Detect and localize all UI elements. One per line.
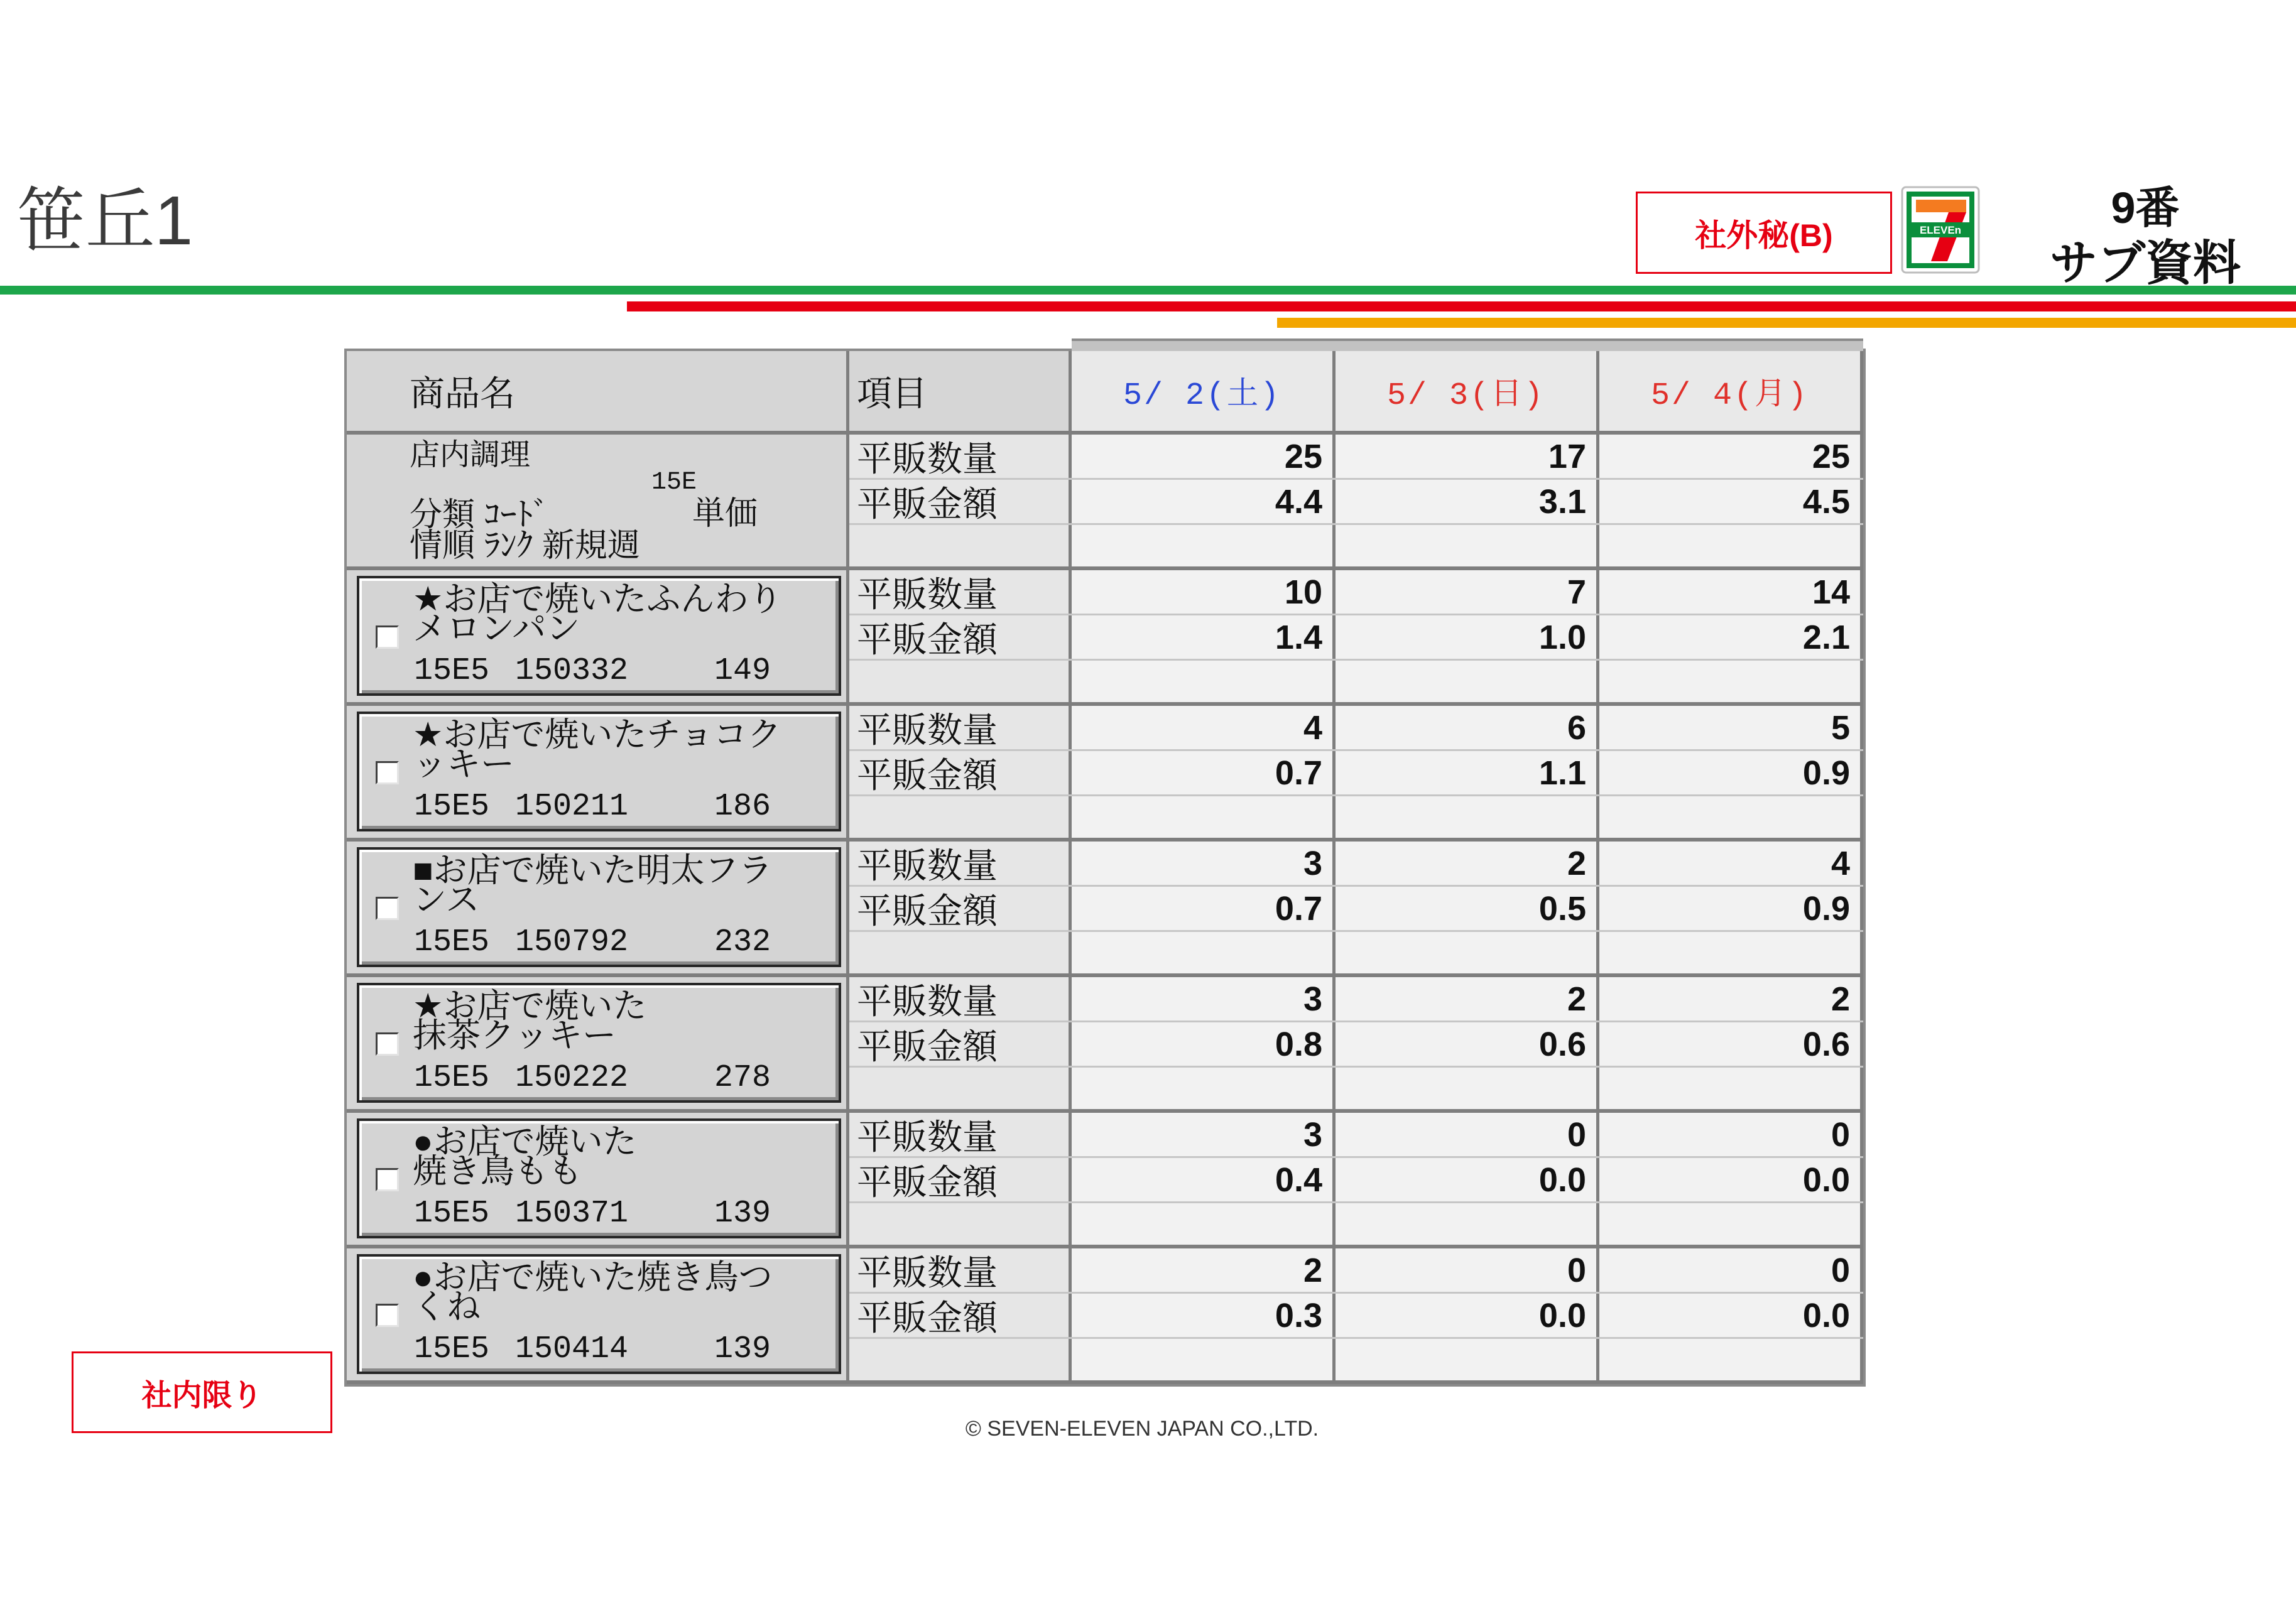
value-cell: 1.1 (1336, 751, 1599, 794)
metric-label: 平販数量 (849, 706, 1072, 749)
internal-only-label: 社内限り (72, 1351, 332, 1433)
product-group-code: 15E5 (414, 653, 490, 689)
summary-category: 店内調理 (410, 438, 531, 472)
product-group-code: 15E5 (414, 1331, 490, 1367)
metric-label: 平販数量 (849, 1248, 1072, 1292)
value-cell: 2 (1336, 977, 1599, 1020)
product-cell (347, 977, 849, 1113)
metric-row (849, 525, 1863, 570)
product-block (347, 570, 1863, 706)
metric-row (849, 570, 1863, 615)
value-cell: 2.1 (1599, 615, 1863, 659)
metric-label-empty (849, 661, 1072, 702)
product-group-code: 15E5 (414, 1060, 490, 1096)
column-header-date-2: 5/ 3(日) (1336, 351, 1599, 435)
metric-label-empty (849, 1203, 1072, 1245)
product-block (347, 706, 1863, 842)
empty-cell (1072, 796, 1336, 838)
product-name-line: ★お店で焼いたチョコク (413, 716, 781, 754)
empty-cell (1336, 932, 1599, 973)
product-name-line: ●お店で焼いた (413, 1123, 637, 1161)
value-cell: 2 (1072, 1248, 1336, 1292)
empty-cell (1336, 525, 1599, 566)
metric-row (849, 1248, 1863, 1294)
document-type: サブ資料 (2050, 237, 2241, 290)
product-unit-price: 278 (714, 1060, 771, 1096)
product-name-line: ●お店で焼いた焼き鳥つ (413, 1259, 773, 1296)
product-checkbox[interactable] (376, 1168, 399, 1191)
product-button[interactable] (357, 712, 841, 831)
value-cell: 1.4 (1072, 615, 1336, 659)
value-cell: 10 (1072, 570, 1336, 614)
value-cell: 0.7 (1072, 751, 1336, 794)
metric-row (849, 751, 1863, 796)
empty-cell (1336, 661, 1599, 702)
value-cell: 1.0 (1336, 615, 1599, 659)
value-cell: 6 (1336, 706, 1599, 749)
empty-cell (1599, 796, 1863, 838)
metric-label: 平販数量 (849, 842, 1072, 885)
empty-cell (1336, 796, 1599, 838)
summary-legend-line2: 情順 ﾗﾝｸ 新規週 (410, 528, 640, 564)
product-group-code: 15E5 (414, 1196, 490, 1232)
value-cell: 0 (1599, 1248, 1863, 1292)
product-name-line: ★お店で焼いたふんわり (413, 580, 783, 618)
value-cell: 0 (1336, 1113, 1599, 1156)
stripe-yellow (1277, 318, 2296, 328)
metric-label: 平販金額 (849, 887, 1072, 930)
product-name (413, 852, 773, 919)
product-button[interactable] (357, 1254, 841, 1374)
metric-label: 平販数量 (849, 1113, 1072, 1156)
value-cell: 0.5 (1336, 887, 1599, 930)
product-cell (347, 570, 849, 706)
metric-row (849, 615, 1863, 661)
metric-row (849, 1158, 1863, 1203)
summary-group: 15E (651, 468, 697, 497)
column-header-item: 項目 (849, 351, 1072, 435)
value-cell: 0.7 (1072, 887, 1336, 930)
table-header-row (347, 351, 1863, 435)
product-button[interactable] (357, 576, 841, 696)
summary-legend-line1: 分類 ｺｰﾄﾞ (410, 497, 550, 533)
product-name-line: ンス (413, 881, 480, 919)
value-cell: 4.5 (1599, 480, 1863, 523)
empty-cell (1072, 661, 1336, 702)
empty-cell (1072, 932, 1336, 973)
date-header-bar (1072, 338, 1863, 351)
product-group-code: 15E5 (414, 789, 490, 825)
column-header-date-1: 5/ 2(土) (1072, 351, 1336, 435)
empty-cell (1336, 1203, 1599, 1245)
metric-row (849, 1339, 1863, 1384)
value-cell: 4 (1072, 706, 1336, 749)
metrics-group (849, 706, 1863, 842)
empty-cell (1599, 661, 1863, 702)
metric-label: 平販金額 (849, 1294, 1072, 1337)
product-block (347, 1113, 1863, 1248)
value-cell: 7 (1336, 570, 1599, 614)
value-cell: 0.0 (1599, 1294, 1863, 1337)
metric-label: 平販数量 (849, 435, 1072, 478)
product-group-code: 15E5 (414, 924, 490, 960)
product-cell (347, 706, 849, 842)
product-cell (347, 1113, 849, 1248)
product-name-line: 抹茶クッキー (413, 1017, 616, 1054)
column-header-product: 商品名 (347, 351, 849, 435)
metrics-group (849, 977, 1863, 1113)
product-checkbox[interactable] (376, 1304, 399, 1327)
product-unit-price: 139 (714, 1196, 771, 1232)
product-unit-price: 139 (714, 1331, 771, 1367)
metric-label: 平販金額 (849, 480, 1072, 523)
product-item-code: 150792 (515, 924, 629, 960)
metric-label-empty (849, 796, 1072, 838)
metric-row (849, 1294, 1863, 1339)
metric-row (849, 977, 1863, 1022)
value-cell: 0 (1336, 1248, 1599, 1292)
value-cell: 4.4 (1072, 480, 1336, 523)
value-cell: 14 (1599, 570, 1863, 614)
metric-row (849, 1022, 1863, 1068)
metric-row (849, 1068, 1863, 1113)
product-block (347, 977, 1863, 1113)
metric-row (849, 796, 1863, 842)
product-name (413, 987, 647, 1054)
empty-cell (1599, 932, 1863, 973)
metric-row (849, 887, 1863, 932)
metric-row (849, 842, 1863, 887)
product-name (413, 716, 781, 783)
product-item-code: 150211 (515, 789, 629, 825)
product-name-line: ■お店で焼いた明太フラ (413, 852, 773, 889)
value-cell: 3 (1072, 977, 1336, 1020)
metric-label-empty (849, 1068, 1072, 1109)
metric-label-empty (849, 932, 1072, 973)
document-info (2029, 181, 2261, 293)
value-cell: 0.9 (1599, 887, 1863, 930)
metric-label-empty (849, 525, 1072, 566)
metrics-group (849, 570, 1863, 706)
empty-cell (1336, 1339, 1599, 1380)
value-cell: 0 (1599, 1113, 1863, 1156)
product-item-code: 150371 (515, 1196, 629, 1232)
value-cell: 0.4 (1072, 1158, 1336, 1201)
product-name-line: くね (413, 1288, 481, 1326)
value-cell: 0.6 (1599, 1022, 1863, 1066)
value-cell: 0.3 (1072, 1294, 1336, 1337)
sales-table (347, 351, 1863, 1384)
value-cell: 2 (1336, 842, 1599, 885)
value-cell: 3.1 (1336, 480, 1599, 523)
product-name-line: メロンパン (413, 610, 580, 647)
metric-row (849, 1203, 1863, 1248)
metric-label: 平販金額 (849, 751, 1072, 794)
value-cell: 0.0 (1336, 1294, 1599, 1337)
metrics-group (849, 1248, 1863, 1384)
metrics-group (849, 1113, 1863, 1248)
stripe-red (627, 301, 2296, 311)
column-header-date-3: 5/ 4(月) (1599, 351, 1863, 435)
value-cell: 3 (1072, 1113, 1336, 1156)
value-cell: 5 (1599, 706, 1863, 749)
product-button[interactable] (357, 847, 841, 967)
summary-legend-price: 単価 (692, 495, 758, 532)
product-item-code: 150222 (515, 1060, 629, 1096)
metric-label: 平販数量 (849, 570, 1072, 614)
document-number: 9番 (2111, 183, 2180, 232)
metric-row (849, 480, 1863, 525)
metric-label-empty (849, 1339, 1072, 1380)
copyright: © SEVEN-ELEVEN JAPAN CO.,LTD. (965, 1417, 1319, 1441)
empty-cell (1599, 525, 1863, 566)
value-cell: 3 (1072, 842, 1336, 885)
seven-eleven-logo-icon (1901, 186, 1980, 274)
product-button[interactable] (357, 983, 841, 1103)
product-item-code: 150332 (515, 653, 629, 689)
table-body (347, 435, 1863, 1384)
product-cell (347, 1248, 849, 1384)
metric-label: 平販金額 (849, 615, 1072, 659)
empty-cell (1072, 1203, 1336, 1245)
product-checkbox[interactable] (376, 897, 399, 920)
product-name (413, 1259, 773, 1326)
product-name-line: ッキー (413, 745, 514, 783)
value-cell: 17 (1336, 435, 1599, 478)
value-cell: 25 (1599, 435, 1863, 478)
value-cell: 0.0 (1336, 1158, 1599, 1201)
product-cell (347, 842, 849, 977)
metric-row (849, 706, 1863, 751)
product-name-line: ★お店で焼いた (413, 987, 647, 1025)
product-button[interactable] (357, 1118, 841, 1238)
stripe-green (0, 286, 2296, 295)
metric-label: 平販金額 (849, 1158, 1072, 1201)
metric-row (849, 1113, 1863, 1158)
product-item-code: 150414 (515, 1331, 629, 1367)
empty-cell (1072, 1339, 1336, 1380)
value-cell: 0.0 (1599, 1158, 1863, 1201)
metric-row (849, 932, 1863, 977)
product-checkbox[interactable] (376, 625, 399, 649)
empty-cell (1599, 1339, 1863, 1380)
empty-cell (1072, 1068, 1336, 1109)
logo-wordmark: ELEVEn (1919, 224, 1962, 236)
value-cell: 2 (1599, 977, 1863, 1020)
product-unit-price: 149 (714, 653, 771, 689)
metric-label: 平販金額 (849, 1022, 1072, 1066)
product-unit-price: 232 (714, 924, 771, 960)
empty-cell (1336, 1068, 1599, 1109)
confidential-label: 社外秘(B) (1636, 192, 1892, 274)
metrics-group (849, 842, 1863, 977)
value-cell: 4 (1599, 842, 1863, 885)
metric-row (849, 661, 1863, 706)
product-name (413, 1123, 637, 1190)
product-name-line: 焼き鳥もも (413, 1152, 582, 1190)
page-title: 笹丘1 (16, 182, 193, 259)
empty-cell (1072, 525, 1336, 566)
value-cell: 0.6 (1336, 1022, 1599, 1066)
empty-cell (1599, 1203, 1863, 1245)
summary-legend-cell (347, 435, 849, 570)
product-unit-price: 186 (714, 789, 771, 825)
summary-block (347, 435, 1863, 570)
metrics-group (849, 435, 1863, 570)
value-cell: 0.9 (1599, 751, 1863, 794)
product-block (347, 842, 1863, 977)
product-checkbox[interactable] (376, 761, 399, 784)
empty-cell (1599, 1068, 1863, 1109)
metric-label: 平販数量 (849, 977, 1072, 1020)
value-cell: 0.8 (1072, 1022, 1336, 1066)
product-checkbox[interactable] (376, 1032, 399, 1056)
value-cell: 25 (1072, 435, 1336, 478)
product-block (347, 1248, 1863, 1384)
product-name (413, 580, 783, 647)
metric-row (849, 435, 1863, 480)
